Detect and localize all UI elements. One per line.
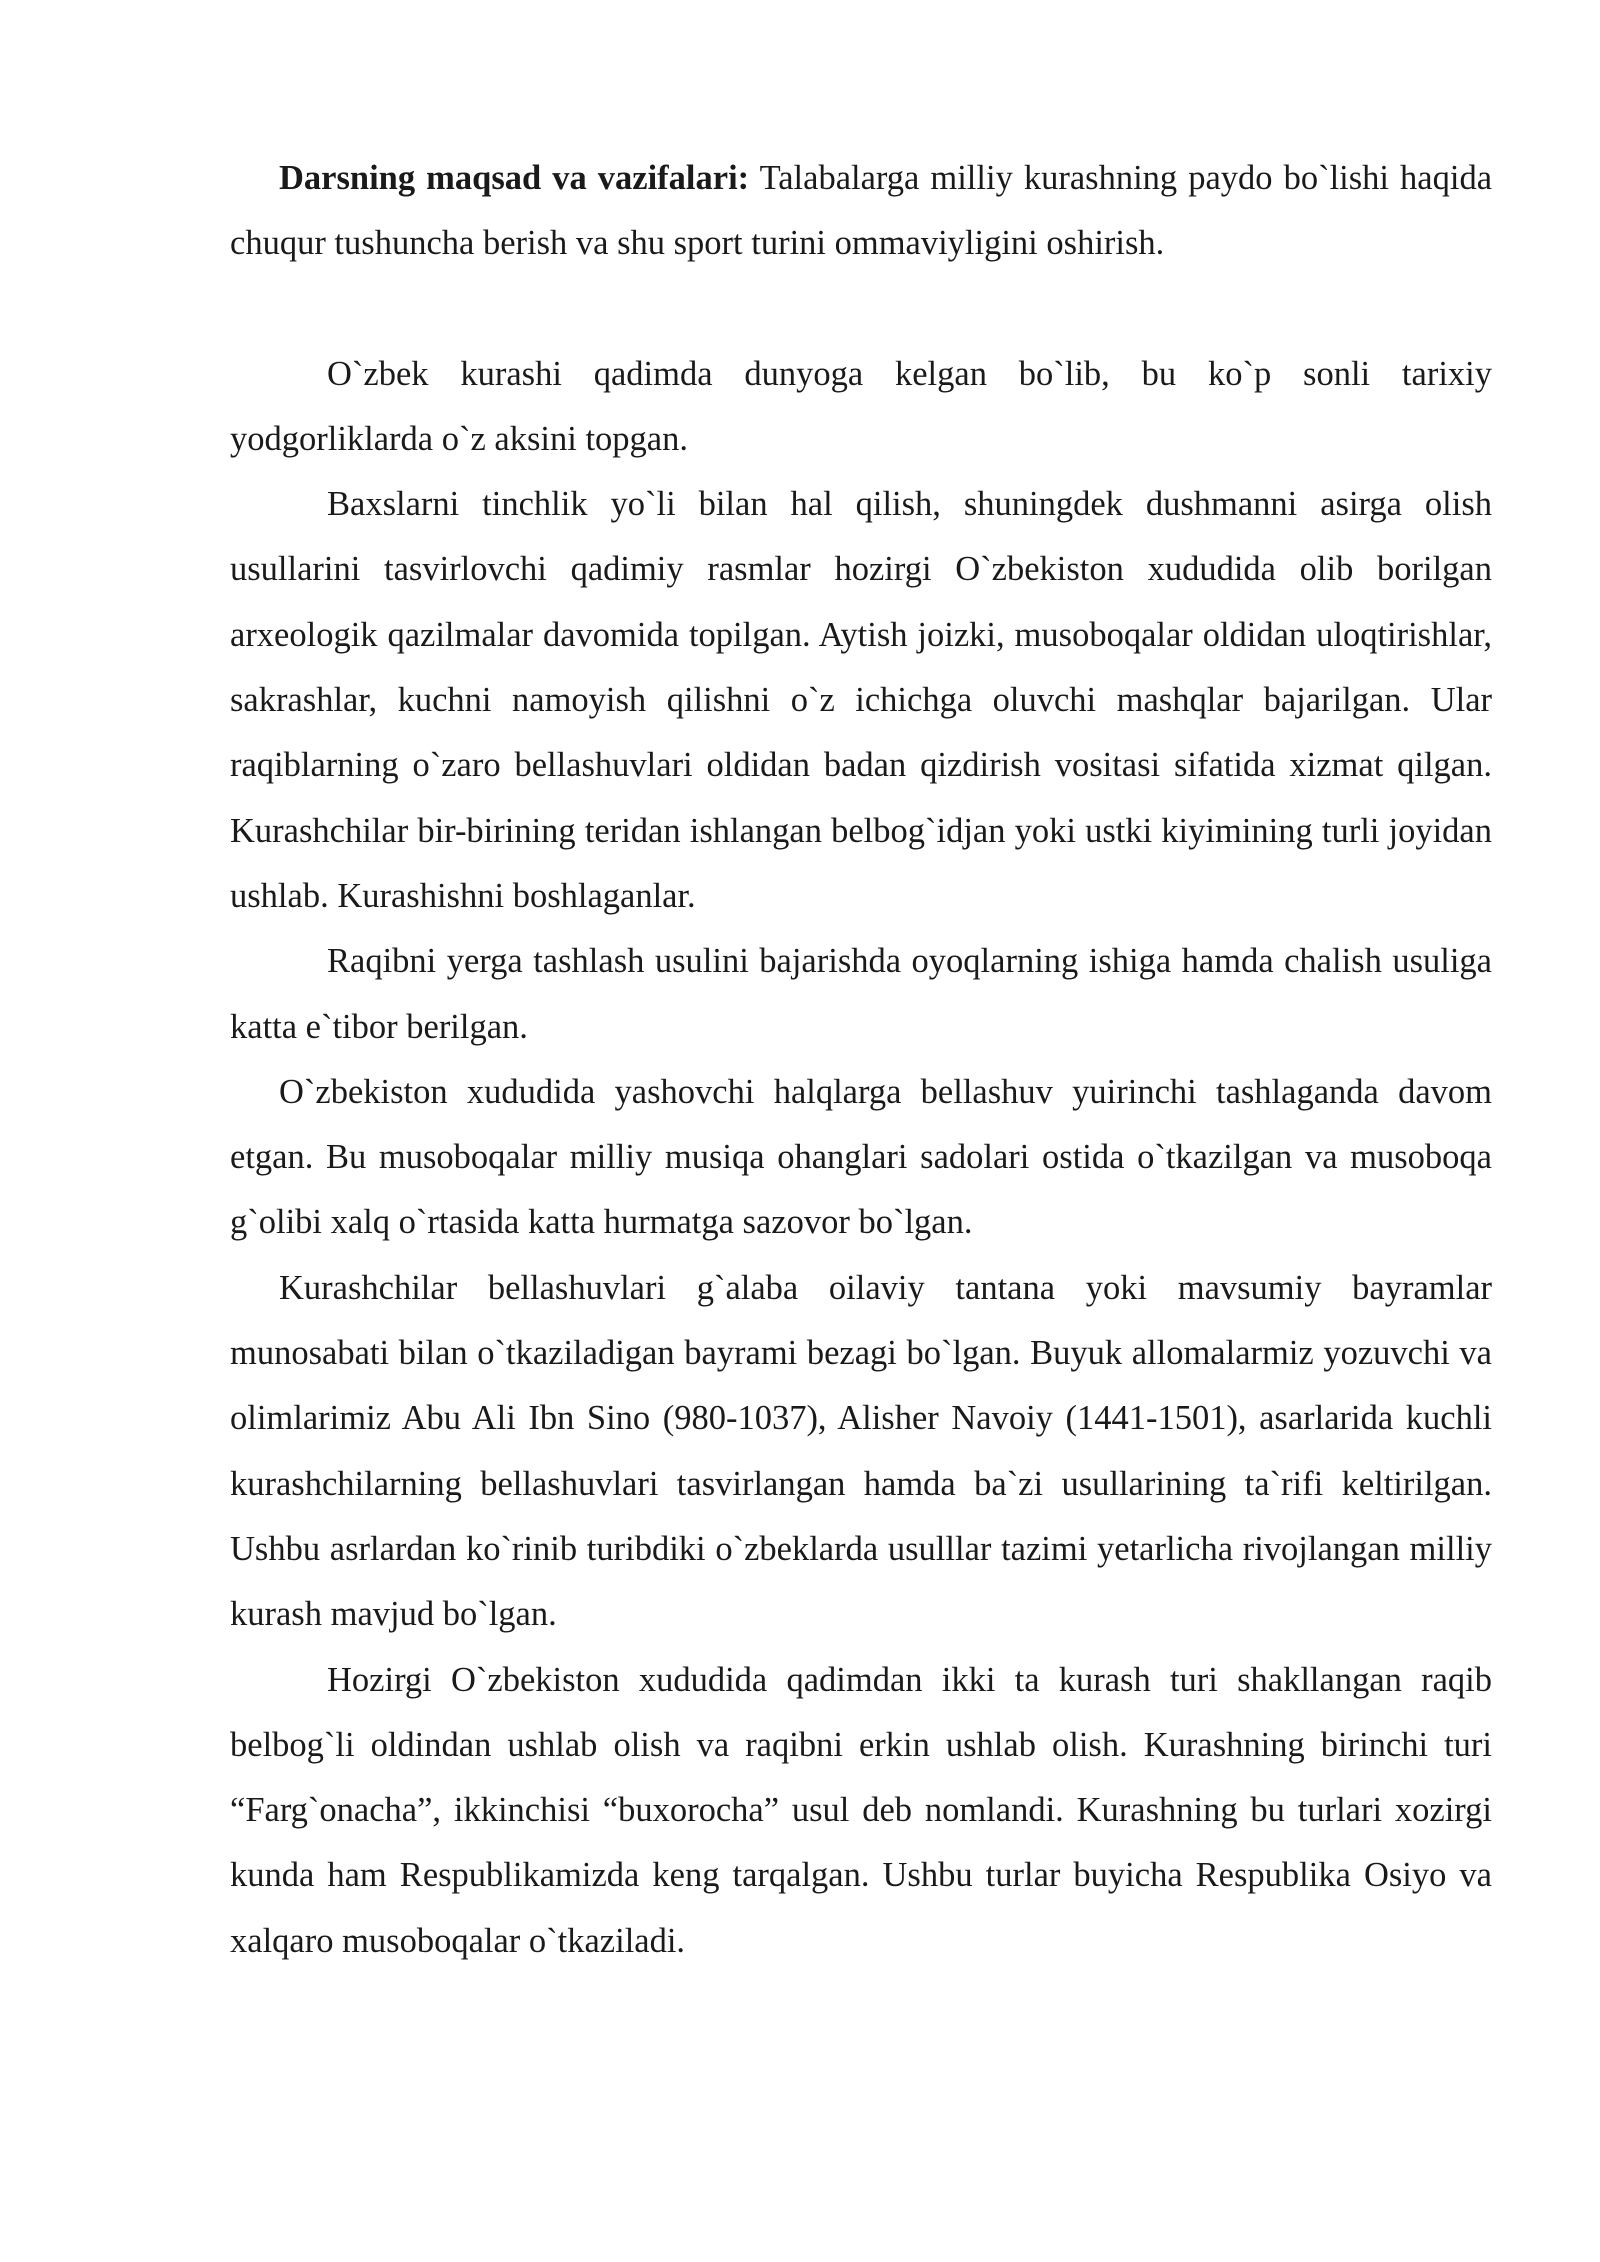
intro-text: Talabalarga milliy kurashning paydo bo`lishi haqida chuqur tushuncha berish va shu sport turini ommaviyligini oshirish.	[230, 159, 1493, 263]
document-body	[230, 146, 1492, 1974]
paragraph-throwing-technique: Raqibni yerga tashlash usulini bajarishda oyoqlarning ishiga hamda chalish usuliga katta e`tibor berilgan.	[230, 942, 1492, 1046]
paragraph-celebrations: Kurashchilar bellashuvlari g`alaba oilaviy tantana yoki mavsumiy bayramlar munosabati bilan o`tkaziladigan bayrami bezagi bo`lgan. Buyuk allomalarmiz yozuvchi va olimlarimiz Abu Ali Ibn Sino (980-1037), Alisher Navoiy (1441-1501), asarlarida kuchli kurashchilarning bellashuvlari tasvirlangan hamda ba`zi usullarining ta`rifi keltirilgan. Ushbu asrlardan ko`rinib turibdiki o`zbeklarda usulllar tazimi yetarlicha rivojlangan milliy kurash mavjud bo`lgan.	[230, 1268, 1492, 1634]
paragraph-origin: O`zbek kurashi qadimda dunyoga kelgan bo`lib, bu ko`p sonli tarixiy yodgorliklarda o`z aksini topgan.	[230, 354, 1492, 458]
paragraph-music-competitions: O`zbekiston xududida yashovchi halqlarga bellashuv yuirinchi tashlaganda davom etgan. Bu musoboqalar milliy musiqa ohanglari sadolari ostida o`tkazilgan va musoboqa g`olibi xalq o`rtasida katta hurmatga sazovor bo`lgan.	[230, 1072, 1492, 1242]
intro-heading: Darsning maqsad va vazifalari:	[279, 159, 750, 197]
intro-paragraph	[230, 146, 1492, 277]
paragraph-wrestling-types: Hozirgi O`zbekiston xududida qadimdan ikki ta kurash turi shakllangan raqib belbog`li oldindan ushlab olish va raqibni erkin ushlab olish. Kurashning birinchi turi “Farg`onacha”, ikkinchisi “buxorocha” usul deb nomlandi. Kurashning bu turlari xozirgi kunda ham Respublikamizda keng tarqalgan. Ushbu turlar buyicha Respublika Osiyo va xalqaro musoboqalar o`tkaziladi.	[230, 1660, 1492, 1960]
paragraph-archaeology: Baxslarni tinchlik yo`li bilan hal qilish, shuningdek dushmanni asirga olish usullarini tasvirlovchi qadimiy rasmlar hozirgi O`zbekiston xududida olib borilgan arxeologik qazilmalar davomida topilgan. Aytish joizki, musoboqalar oldidan uloqtirishlar, sakrashlar, kuchni namoyish qilishni o`z ichichga oluvchi mashqlar bajarilgan. Ular raqiblarning o`zaro bellashuvlari oldidan badan qizdirish vositasi sifatida xizmat qilgan. Kurashchilar bir-birining teridan ishlangan belbog`idjan yoki ustki kiyimining turli joyidan ushlab. Kurashishni boshlaganlar.	[230, 485, 1492, 915]
